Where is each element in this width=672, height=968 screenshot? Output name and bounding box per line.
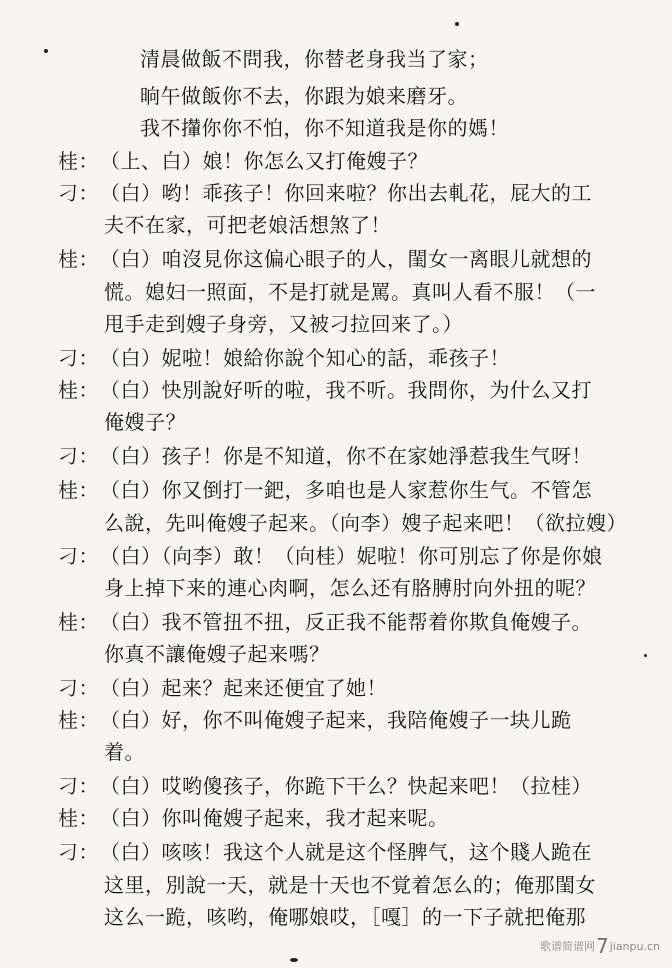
dialogue-line: （白）（向李）敢！（向桂）妮啦！你可別忘了你是你娘 (100, 544, 603, 568)
speaker-label: 刁： (58, 444, 99, 468)
dialogue-line: （白）孩子！你是不知道，你不在家她淨惹我生气呀！ (100, 444, 592, 468)
speaker-label: 桂： (58, 247, 99, 271)
dialogue-line: （白）咳咳！我这个人就是这个怪脾气，这个賤人跪在 (100, 840, 592, 864)
speaker-label: 桂： (58, 610, 99, 634)
dialogue-line: （白）好，你不叫俺嫂子起来，我陪俺嫂子一块儿跪 (100, 708, 572, 732)
dialogue-line: （白）快別說好听的啦，我不听。我問你，为什么又打 (100, 378, 592, 402)
scan-speck (290, 958, 298, 962)
speaker-label: 刁： (58, 544, 99, 568)
page-number: 7 (595, 934, 609, 958)
scan-speck (455, 22, 459, 26)
dialogue-line: 俺嫂子？ (104, 410, 186, 434)
dialogue-line: 这么一跪，咳哟，俺哪娘哎，［嘎］的一下子就把俺那 (104, 905, 586, 929)
dialogue-line: 甩手走到嫂子身旁，又被刁拉回来了。） (104, 312, 463, 336)
watermark-suffix: jianpu.cn (609, 940, 660, 953)
scan-speck (44, 49, 48, 53)
dialogue-line: （白）妮啦！娘給你說个知心的話，乖孩子！ (100, 346, 510, 370)
dialogue-line: 这里，別說一天，就是十天也不覚着怎么的；俺那閨女 (104, 873, 596, 897)
dialogue-line: 夫不在家，可把老娘活想煞了！ (104, 213, 391, 237)
site-watermark (540, 934, 660, 958)
dialogue-line: （白）咱沒見你这偏心眼子的人，閨女一离眼儿就想的 (100, 247, 592, 271)
dialogue-line: （白）哎哟傻孩子，你跪下干么？快起来吧！（拉桂） (100, 774, 592, 798)
dialogue-line: （白）哟！乖孩子！你回来啦？你出去軋花，屁大的工 (100, 181, 592, 205)
dialogue-line: （白）起来？起来还便宜了她！ (100, 676, 387, 700)
verse-line: 晌午做飯你不去，你跟为娘来磨牙。 (140, 84, 468, 108)
verse-line: 清晨做飯不問我，你替老身我当了家； (140, 47, 489, 71)
speaker-label: 刁： (58, 774, 99, 798)
speaker-label: 桂： (58, 478, 99, 502)
speaker-label: 桂： (58, 378, 99, 402)
speaker-label: 刁： (58, 840, 99, 864)
speaker-label: 桂： (58, 806, 99, 830)
scan-speck (644, 654, 647, 657)
speaker-label: 刁： (58, 181, 99, 205)
speaker-label: 桂： (58, 708, 99, 732)
dialogue-line: 身上掉下来的連心肉啊，怎么还有胳膊肘向外扭的呢？ (104, 576, 596, 600)
dialogue-line: 着。 (104, 740, 145, 764)
dialogue-line: （白）你叫俺嫂子起来，我才起来呢。 (100, 806, 449, 830)
speaker-label: 桂： (58, 149, 99, 173)
speaker-label: 刁： (58, 346, 99, 370)
speaker-label: 刁： (58, 676, 99, 700)
dialogue-line: 慌。媳妇一照面，不是打就是罵。真叫人看不服！（一 (104, 280, 596, 304)
watermark-prefix: 歌谱简谱网 (539, 940, 595, 953)
dialogue-line: （白）你又倒打一鈀，多咱也是人家惹你生气。不管怎 (100, 478, 592, 502)
dialogue-line: 么說，先叫俺嫂子起来。（向李）嫂子起来吧！（欲拉嫂） (104, 511, 627, 535)
dialogue-line: 你真不讓俺嫂子起来嗎？ (104, 642, 330, 666)
dialogue-line: （上、白）娘！你怎么又打俺嫂子？ (100, 149, 428, 173)
dialogue-line: （白）我不管扭不扭，反正我不能帮着你欺負俺嫂子。 (100, 610, 592, 634)
verse-line: 我不攆你你不怕，你不知道我是你的媽！ (140, 116, 509, 140)
